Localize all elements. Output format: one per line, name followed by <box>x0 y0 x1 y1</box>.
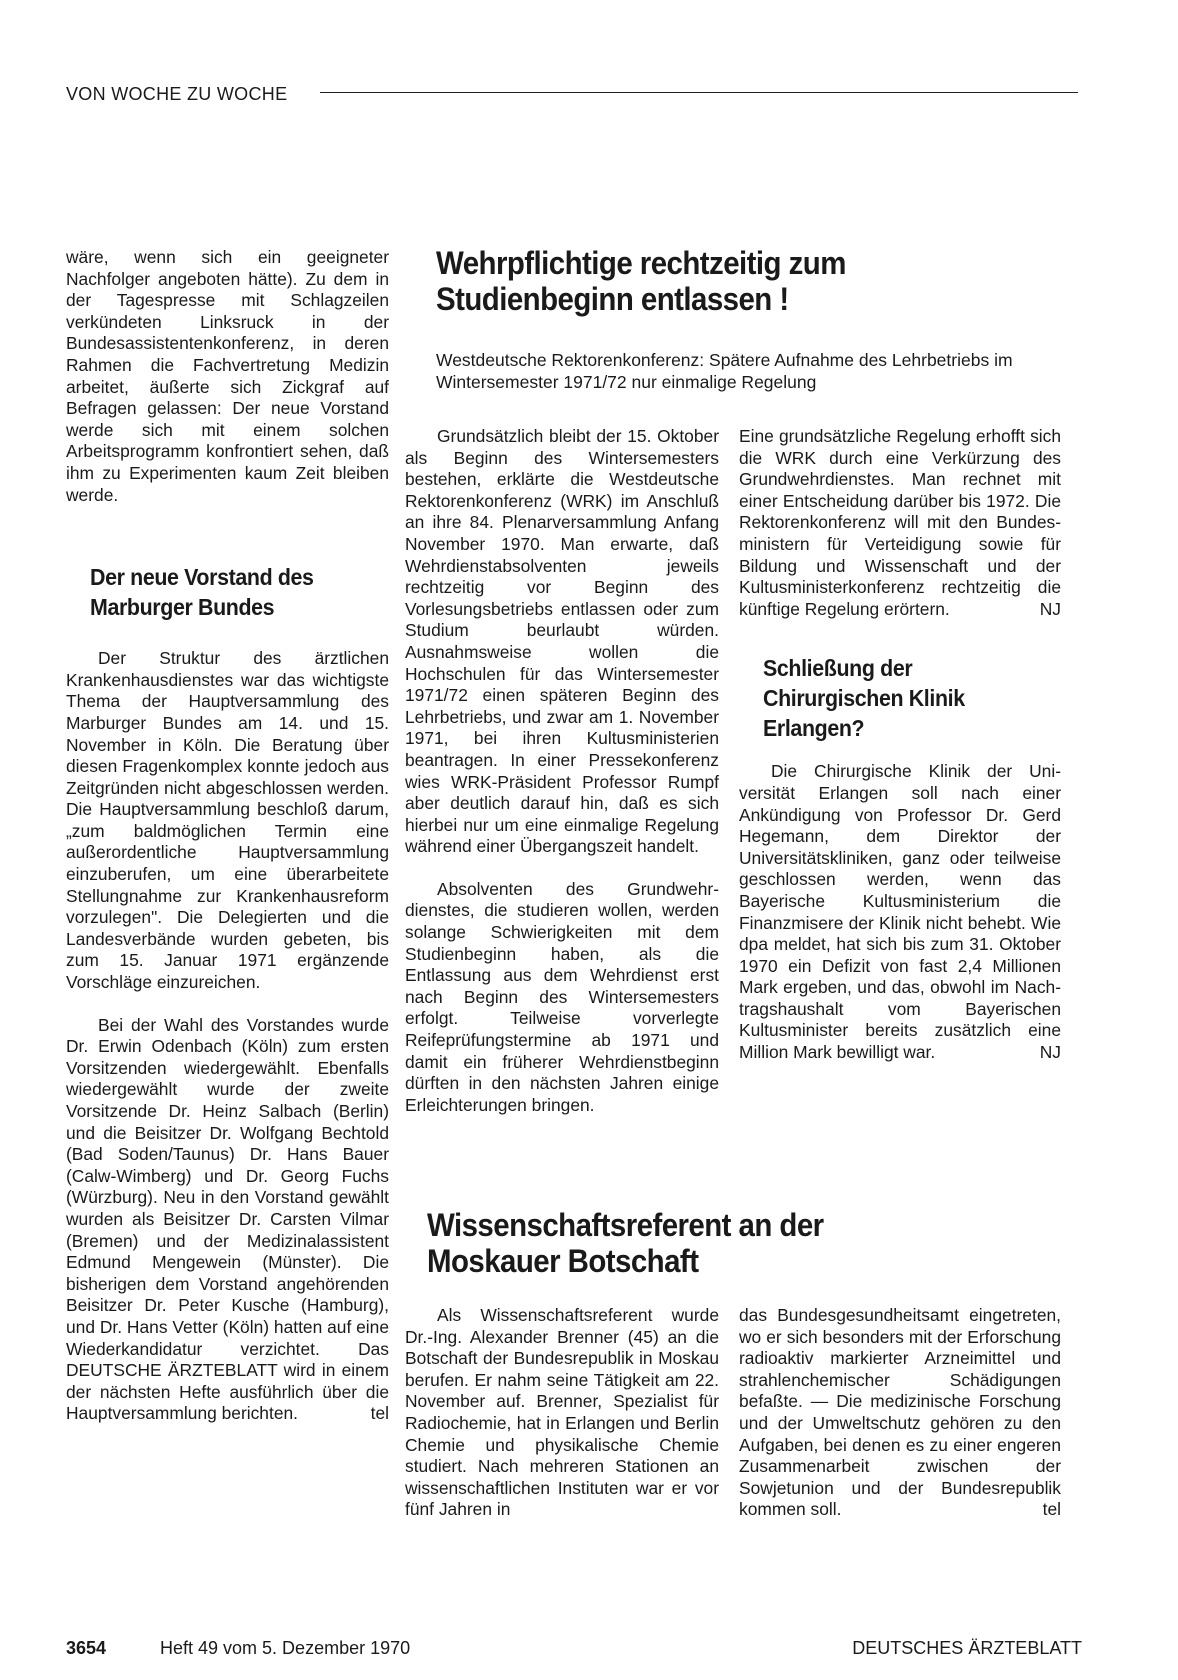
author-signature: NJ <box>1039 598 1061 619</box>
section-header: VON WOCHE ZU WOCHE <box>66 84 288 104</box>
marburger-paragraph-2-text: Bei der Wahl des Vorstandes wurde Dr. Erwin Odenbach (Köln) zum ersten Vorsitzenden wiedergewählt. Ebenfalls wiedergewählt wurde der zweite Vorsitzende Dr. Heinz Salbach (Berlin) und die Beisitzer Dr. Wolfgang Bechtold (Bad Soden/Taunus) Dr. Hans Bauer (Calw-Wimberg) und Dr. Georg Fuchs (Würzburg). Neu in den Vorstand gewählt wurden als Beisitzer Dr. Carsten Vilmar (Bremen) und der Medizinalassistent Edmund Mengewein (Münster). Die bisherigen dem Vorstand angehörenden Beisitzer Dr. Peter Kusche (Hamburg), und Dr. Hans Vetter (Köln) hatten auf eine Wiederkandidatur verzichtet. Das DEUTSCHE ÄRZTEBLATT wird in einem der nächsten Hefte ausführlich über die Hauptversammlung berichten. <box>66 1014 389 1424</box>
wehrpflicht-column-2 <box>739 426 1061 1085</box>
wehrpflicht-paragraph-2: Absolventen des Grundwehrdienstes, die studieren wollen, werden solange Schwierigkeiten mit dem Studienbeginn haben, als die Entlassung aus dem Wehrdienst erst nach Beginn des Wintersemesters erfolgt. Teilweise vorverlegte Reifeprüfungstermine ab 1971 und damit ein früherer Wehrdienstbeginn dürften in den nächsten Jahren einige Erleichterungen bringen. <box>405 878 719 1115</box>
header-rule <box>320 92 1078 93</box>
article-title-marburger-bund: Der neue Vorstand des Marburger Bundes <box>90 564 314 621</box>
continuation-paragraph: wäre, wenn sich ein geeigneter Nachfolger angeboten hätte). Zu dem in der Tagespresse mit Schlagzeilen verkündeten Linksruck in der Bundesassistentenkonferenz, in deren Rahmen die Fachvertretung Medizin arbeitet, äußerte sich Zickgraf auf Befragen gelassen: Der neue Vorstand werde sich mit einem solchen Arbeitsprogramm konfrontiert sehen, daß ihm zu Experimenten kaum Zeit bleiben werde. <box>66 247 389 505</box>
wehrpflicht-paragraph-3 <box>739 426 1061 620</box>
page-number: 3654 <box>66 1638 107 1658</box>
author-signature: NJ <box>1039 1042 1061 1063</box>
wehrpflicht-column-1 <box>405 426 719 1137</box>
moskau-paragraph-1: Als Wissenschaftsreferent wurde Dr.-Ing. Alexander Brenner (45) an die Botschaft der Bundesrepublik in Moskau berufen. Er nahm seine Tätigkeit am 22. November auf. Brenner, Spezialist für Radiochemie, hat in Erlangen und Berlin Chemie und physikalische Chemie studiert. Nach mehreren Stationen an wissenschaftlichen Instituten war er vor fünf Jahren in <box>405 1305 719 1520</box>
article-deck: Westdeutsche Rektorenkonferenz: Spätere Aufnahme des Lehrbetriebs im Wintersemester 1971/72 nur einmalige Regelung <box>436 350 1013 392</box>
headline-wissenschaftsreferent: Wissenschaftsreferent an der Moskauer Botschaft <box>427 1207 824 1279</box>
headline-wehrpflichtige: Wehrpflichtige rechtzeitig zum Studienbeginn entlassen ! <box>436 245 846 317</box>
author-signature: tel <box>1042 1499 1061 1520</box>
moskau-paragraph-2 <box>739 1305 1061 1521</box>
author-signature: tel <box>370 1403 389 1424</box>
issue-info: Heft 49 vom 5. Dezember 1970 <box>160 1638 411 1658</box>
article-title-erlangen: Schließung der Chirurgischen Klinik Erlangen? <box>763 655 965 742</box>
marburger-paragraph-1: Der Struktur des ärztlichen Krankenhausdienstes war das wichtigste Thema der Hauptversammlung des Marburger Bundes am 14. und 15. November in Köln. Die Beratung über diesen Fragenkomplex konnte jedoch aus Zeitgründen nicht abgeschlossen werden. Die Hauptversammlung beschloß darum, „zum baldmöglichen Termin eine außerordentliche Hauptversammlung einzuberufen, um eine überarbeitete Stellungnahme zur Krankenhausreform vorzulegen". Die Delegierten und die Landesverbände wurden gebeten, bis zum 15. Januar 1971 ergänzende Vorschläge einzureichen. <box>66 648 389 993</box>
wehrpflicht-paragraph-3-text: Eine grundsätzliche Regelung erhofft sich die WRK durch eine Verkürzung des Grundwehrdienstes. Man rechnet mit einer Entscheidung darüber bis 1972. Die Rektorenkonferenz will mit den Bundesministern für Verteidigung sowie für Bildung und Wissenschaft und der Kultusministerkonferenz rechtzeitig die künftige Regelung erörtern. <box>739 426 1061 619</box>
erlangen-paragraph-text: Die Chirurgische Klinik der Universität Erlangen soll nach einer Ankündigung von Professor Dr. Gerd Hegemann, dem Direktor der Universitätskliniken, ganz oder teilweise geschlossen werden, wenn das Bayerische Kultusministerium die Finanzmisere der Klinik nicht behebt. Wie dpa meldet, hat sich bis zum 31. Oktober 1970 ein Defizit von fast 2,4 Millionen Mark ergeben, und das, obwohl im Nachtragshaushalt vom Bayerischen Kultusminister bereits zusätzlich eine Million Mark bewilligt war. <box>739 761 1061 1063</box>
journal-name: DEUTSCHES ÄRZTEBLATT <box>852 1638 1082 1658</box>
moskau-column-2 <box>739 1305 1061 1542</box>
left-column <box>66 247 389 1446</box>
marburger-paragraph-2 <box>66 1015 389 1425</box>
moskau-column-1 <box>405 1305 719 1542</box>
erlangen-paragraph <box>739 761 1061 1063</box>
wehrpflicht-paragraph-1: Grundsätzlich bleibt der 15. Oktober als Beginn des Wintersemesters bestehen, erklärte die Westdeutsche Rektorenkonferenz (WRK) im Anschluß an ihre 84. Plenarversammlung Anfang November 1970. Man erwarte, daß Wehrdienstabsolventen jeweils rechtzeitig vor Beginn des Vorlesungsbetriebs entlassen oder zum Studium beurlaubt würden. Ausnahmsweise wollen die Hochschulen für das Wintersemester 1971/72 einen späteren Beginn des Lehrbetriebs, und zwar am 1. November 1971, bei ihren Kultusministerien beantragen. In einer Pressekonferenz wies WRK-Präsident Professor Rumpf aber deutlich darauf hin, daß es sich hierbei nur um eine einmalige Regelung während einer Übergangszeit handelt. <box>405 426 719 857</box>
moskau-paragraph-2-text: das Bundesgesundheitsamt eingetreten, wo er sich besonders mit der Erforschung radioaktiv markierter Arzneimittel und strahlenchemischer Schädigungen befaßte. — Die medizinische Forschung und der Umweltschutz gehören zu den Aufgaben, bei denen es zu einer engeren Zusammenarbeit zwischen der Sowjetunion und der Bundesrepublik kommen soll. <box>739 1305 1061 1520</box>
